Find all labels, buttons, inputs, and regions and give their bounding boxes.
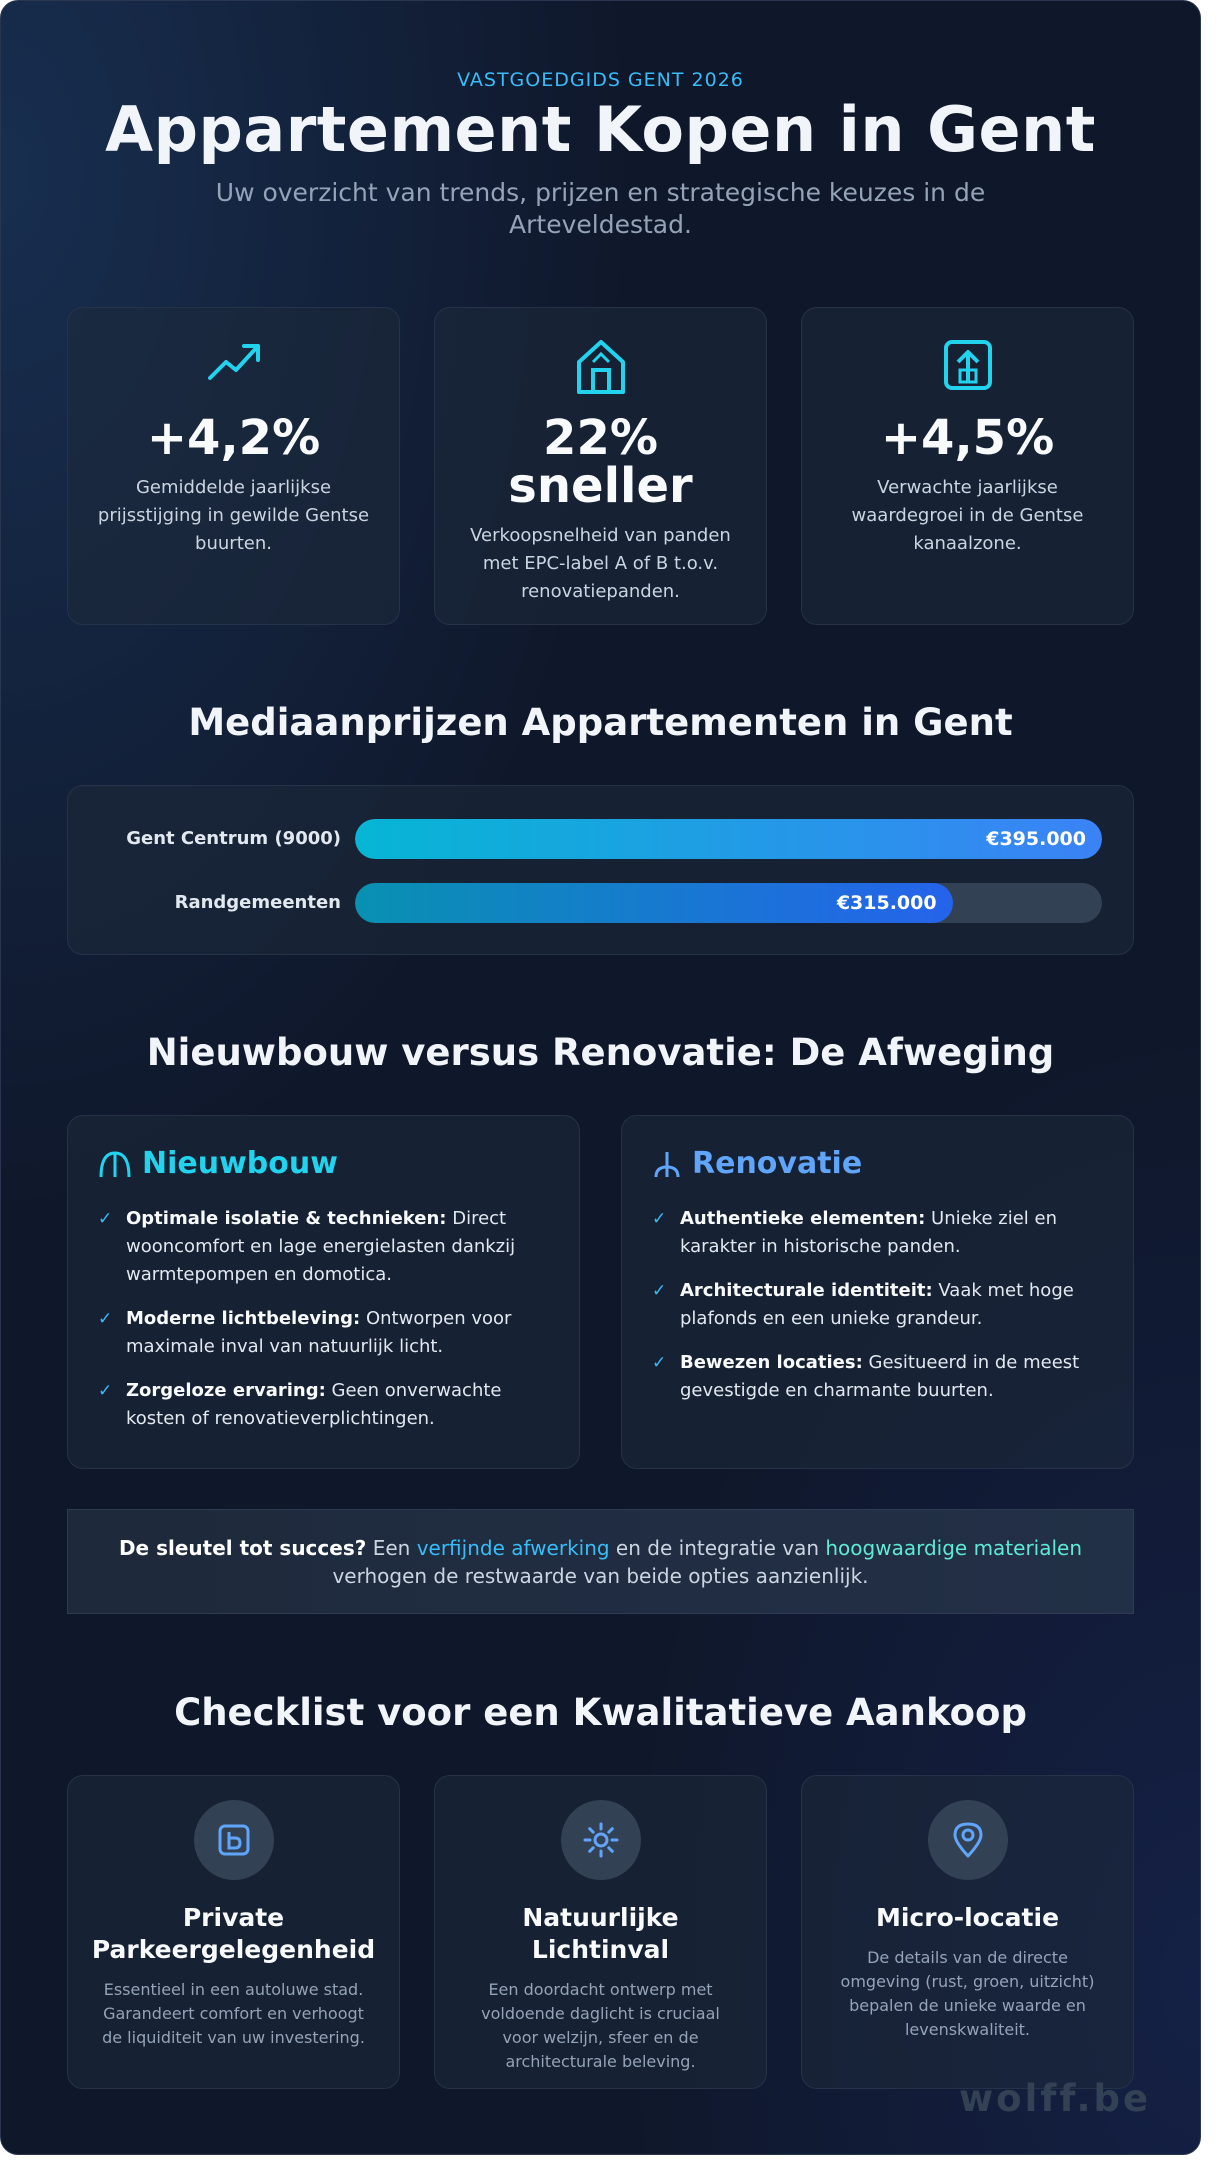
check-icon: ✓ [98, 1309, 113, 1329]
bar-label: Gent Centrum (9000) [126, 828, 341, 849]
eyebrow-label: VASTGOEDGIDS GENT 2026 [457, 69, 744, 91]
checklist-title: Micro-locatie [875, 1903, 1060, 1932]
comparison-item-bold: Architecturale identiteit: [680, 1280, 933, 1301]
comparison-item [98, 1305, 549, 1361]
checklist-title: Private Parkeergelegenheid [91, 1903, 376, 1964]
bar-track [355, 883, 1102, 923]
checklist-card-parking [67, 1775, 400, 2089]
parking-icon [216, 1822, 252, 1858]
stat-value: +4,2% [146, 410, 321, 466]
checklist-description: Een doordacht ontwerp met voldoende daglicht is cruciaal voor welzijn, sfeer en de architecturale beleving. [481, 1980, 720, 2071]
nieuwbouw-list [98, 1205, 549, 1433]
stat-card-sales-speed [434, 307, 767, 625]
callout-text: en de integratie van [609, 1536, 826, 1560]
comparison-item-bold: Optimale isolatie & technieken: [126, 1208, 447, 1229]
bar-fill [355, 883, 953, 923]
comparison-item-detail: Unieke ziel en karakter in historische panden. [680, 1208, 1058, 1257]
comparison-item-text [680, 1277, 1103, 1333]
trending-up-icon [206, 336, 262, 386]
prices-section-title: Mediaanprijzen Appartementen in Gent [188, 701, 1013, 744]
page-subtitle: Uw overzicht van trends, prijzen en strategische keuzes in de Arteveldestad. [215, 178, 986, 239]
check-icon: ✓ [652, 1353, 667, 1373]
house-icon [573, 336, 629, 396]
comparison-item [98, 1205, 549, 1289]
price-row-randgemeenten [68, 883, 1135, 923]
comparison-item [652, 1205, 1103, 1261]
comparison-item-text [680, 1205, 1103, 1261]
growth-box-icon [940, 336, 996, 394]
stat-value: +4,5% [880, 410, 1055, 466]
map-pin-icon [951, 1821, 985, 1859]
callout-lead: De sleutel tot succes? [118, 1536, 367, 1560]
comparison-item [98, 1377, 549, 1433]
comparison-item-detail: Geen onverwachte kosten of renovatieverplichtingen. [126, 1380, 502, 1429]
bar-value: €395.000 [986, 828, 1086, 850]
stat-value: 22% sneller [508, 410, 693, 514]
bar-fill [355, 819, 1102, 859]
comparison-item-bold: Zorgeloze ervaring: [126, 1380, 326, 1401]
checklist-description: Essentieel in een autoluwe stad. Garandeert comfort en verhoogt de liquiditeit van uw investering. [102, 1980, 365, 2047]
page-title: Appartement Kopen in Gent [105, 93, 1096, 166]
comparison-item-text [126, 1305, 549, 1361]
nieuwbouw-heading: Nieuwbouw [142, 1146, 338, 1181]
price-row-centrum [68, 819, 1135, 859]
bar-label: Randgemeenten [174, 892, 341, 913]
comparison-item-text [126, 1377, 549, 1433]
bar-value: €315.000 [836, 892, 937, 914]
check-icon: ✓ [652, 1209, 667, 1229]
renovatie-card [621, 1115, 1134, 1469]
check-icon: ✓ [98, 1381, 113, 1401]
callout-text: verhogen de restwaarde van beide opties aanzienlijk. [332, 1564, 869, 1588]
comparison-section-title: Nieuwbouw versus Renovatie: De Afweging [146, 1031, 1055, 1074]
comparison-item-text [126, 1205, 549, 1289]
success-callout [67, 1509, 1134, 1614]
watermark: wolff.be [959, 2077, 1152, 2120]
callout-text: Een [366, 1536, 417, 1560]
comparison-item-text [680, 1349, 1103, 1405]
comparison-item-bold: Moderne lichtbeleving: [126, 1308, 361, 1329]
check-icon: ✓ [652, 1281, 667, 1301]
stat-description: Verkoopsnelheid van panden met EPC-label A of B t.o.v. renovatiepanden. [470, 525, 731, 602]
comparison-item-detail: Vaak met hoge plafonds en een unieke grandeur. [680, 1280, 1074, 1329]
renovatie-heading: Renovatie [692, 1146, 863, 1181]
umbrella-icon [98, 1149, 132, 1179]
comparison-item-detail: Gesitueerd in de meest gevestigde en charmante buurten. [680, 1352, 1080, 1401]
callout-highlight: hoogwaardige materialen [825, 1536, 1083, 1560]
callout-highlight: verfijnde afwerking [416, 1536, 610, 1560]
sun-icon [583, 1822, 619, 1858]
bar-track [355, 819, 1102, 859]
median-price-chart [67, 785, 1134, 955]
renovatie-list [652, 1205, 1103, 1405]
checklist-title: Natuurlijke Lichtinval [522, 1903, 679, 1964]
checklist-section-title: Checklist voor een Kwalitatieve Aankoop [174, 1691, 1027, 1734]
stat-description: Gemiddelde jaarlijkse prijsstijging in gewilde Gentse buurten. [97, 477, 370, 554]
comparison-item-detail: Ontworpen voor maximale inval van natuurlijk licht. [126, 1308, 512, 1357]
stat-card-value-growth [801, 307, 1134, 625]
checklist-card-light [434, 1775, 767, 2089]
nieuwbouw-card [67, 1115, 580, 1469]
comparison-item-bold: Bewezen locaties: [680, 1352, 863, 1373]
comparison-item-detail: Direct wooncomfort en lage energielasten dankzij warmtepompen en domotica. [126, 1208, 516, 1285]
checklist-card-location [801, 1775, 1134, 2089]
tools-icon [652, 1149, 682, 1179]
checklist-description: De details van de directe omgeving (rust, groen, uitzicht) bepalen de unieke waarde en levenskwaliteit. [840, 1948, 1095, 2039]
stat-card-price-growth [67, 307, 400, 625]
comparison-item-bold: Authentieke elementen: [680, 1208, 926, 1229]
comparison-item [652, 1277, 1103, 1333]
comparison-item [652, 1349, 1103, 1405]
stat-description: Verwachte jaarlijkse waardegroei in de Gentse kanaalzone. [851, 477, 1084, 554]
check-icon: ✓ [98, 1209, 113, 1229]
